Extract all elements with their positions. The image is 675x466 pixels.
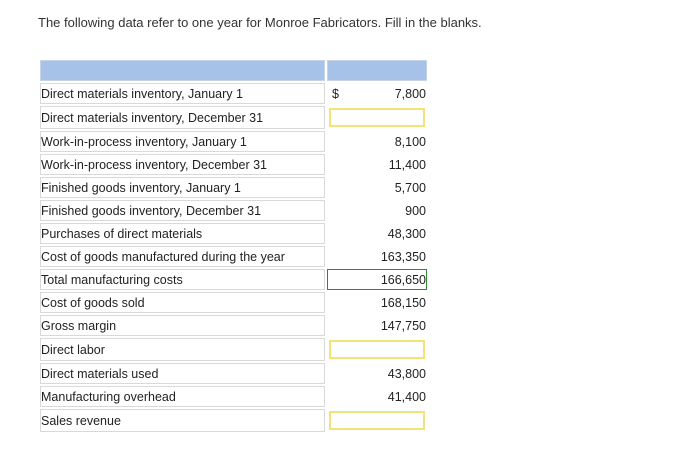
row-label: Direct labor — [40, 338, 325, 361]
table-row — [40, 363, 427, 384]
row-label: Direct materials inventory, January 1 — [40, 83, 325, 104]
row-label: Cost of goods sold — [40, 292, 325, 313]
table-row — [40, 246, 427, 267]
table-row — [40, 386, 427, 407]
table-row — [40, 409, 427, 432]
row-value: 43,800 — [327, 363, 427, 384]
table-row — [40, 223, 427, 244]
table-row — [40, 106, 427, 129]
table-row — [40, 83, 427, 104]
row-value: 5,700 — [327, 177, 427, 198]
row-label: Manufacturing overhead — [40, 386, 325, 407]
row-label: Cost of goods manufactured during the year — [40, 246, 325, 267]
instruction-text: The following data refer to one year for Monroe Fabricators. Fill in the blanks. — [38, 15, 482, 30]
table-row — [40, 315, 427, 336]
header-label-cell — [40, 60, 325, 81]
row-value-cell — [327, 83, 427, 104]
answer-total-manufacturing-costs[interactable]: 166,650 — [327, 269, 427, 290]
row-value: 168,150 — [327, 292, 427, 313]
answer-input-direct-labor[interactable] — [329, 340, 425, 359]
row-label: Work-in-process inventory, December 31 — [40, 154, 325, 175]
row-value-cell — [327, 106, 427, 129]
answer-input-direct-materials-inventory-dec-31[interactable] — [329, 108, 425, 127]
row-label: Gross margin — [40, 315, 325, 336]
table-row — [40, 154, 427, 175]
row-label: Direct materials inventory, December 31 — [40, 106, 325, 129]
dollar-sign: $ — [332, 87, 339, 101]
row-label: Work-in-process inventory, January 1 — [40, 131, 325, 152]
row-value: 8,100 — [327, 131, 427, 152]
table-header-row — [40, 60, 427, 81]
table-row — [40, 200, 427, 221]
answer-input-sales-revenue[interactable] — [329, 411, 425, 430]
row-value-cell — [327, 409, 427, 432]
row-label: Total manufacturing costs — [40, 269, 325, 290]
table-row — [40, 338, 427, 361]
row-label: Finished goods inventory, January 1 — [40, 177, 325, 198]
table-row — [40, 269, 427, 290]
data-table — [38, 58, 429, 434]
row-value: 41,400 — [327, 386, 427, 407]
table-row — [40, 131, 427, 152]
header-value-cell — [327, 60, 427, 81]
row-value: 11,400 — [327, 154, 427, 175]
table-row — [40, 177, 427, 198]
row-value-cell — [327, 338, 427, 361]
row-value: 7,800 — [394, 86, 426, 101]
row-label: Direct materials used — [40, 363, 325, 384]
table-row — [40, 292, 427, 313]
row-value: 163,350 — [327, 246, 427, 267]
row-label: Purchases of direct materials — [40, 223, 325, 244]
row-label: Sales revenue — [40, 409, 325, 432]
row-value: 48,300 — [327, 223, 427, 244]
row-value: 900 — [327, 200, 427, 221]
row-value: 147,750 — [327, 315, 427, 336]
row-label: Finished goods inventory, December 31 — [40, 200, 325, 221]
